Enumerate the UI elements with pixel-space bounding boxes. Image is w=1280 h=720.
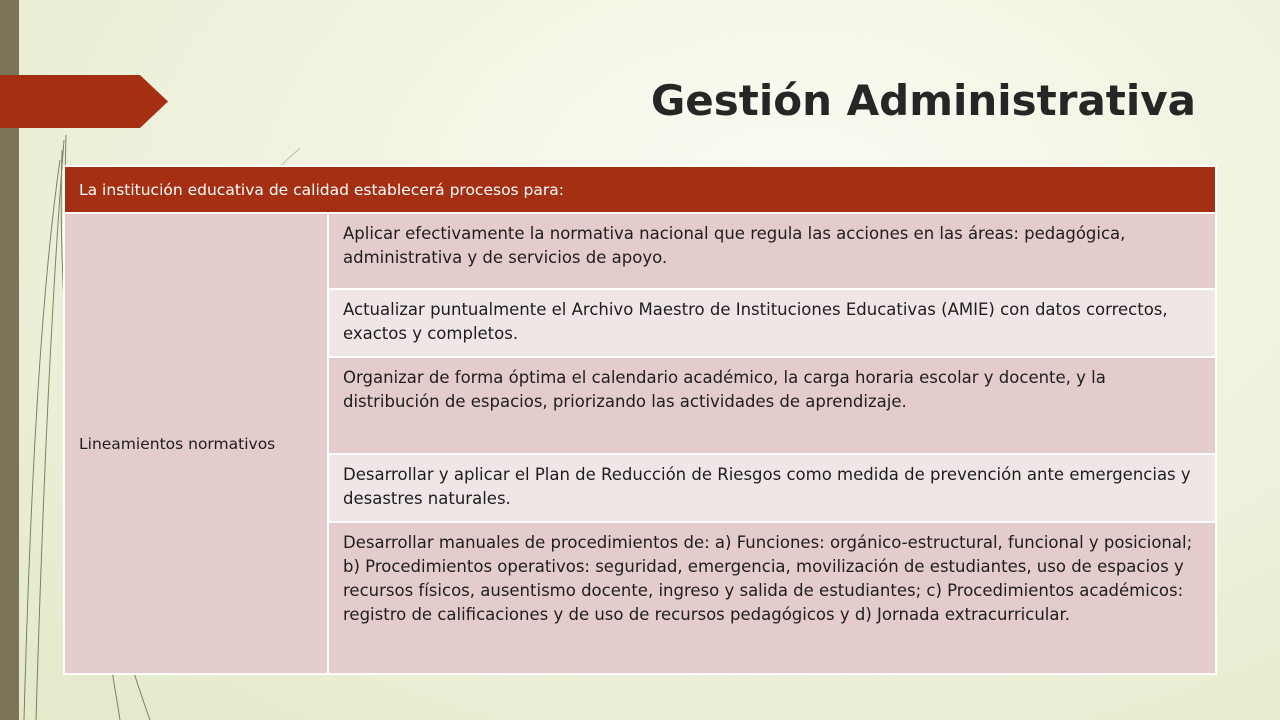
table-cell-item-2: Actualizar puntualmente el Archivo Maestro de Instituciones Educativas (AMIE) con datos correctos, exactos y completos. [328, 289, 1216, 357]
table-header: La institución educativa de calidad establecerá procesos para: [64, 166, 1216, 213]
table-row [64, 213, 1216, 289]
title-accent-arrow [0, 75, 168, 128]
procesos-table [63, 165, 1217, 675]
page-title: Gestión Administrativa [650, 76, 1196, 125]
table-cell-item-3: Organizar de forma óptima el calendario académico, la carga horaria escolar y docente, y la distribución de espacios, priorizando las actividades de aprendizaje. [328, 357, 1216, 454]
table-cell-item-1: Aplicar efectivamente la normativa nacional que regula las acciones en las áreas: pedagógica, administrativa y de servicios de apoyo. [328, 213, 1216, 289]
table-cell-item-4: Desarrollar y aplicar el Plan de Reducción de Riesgos como medida de prevención ante emergencias y desastres naturales. [328, 454, 1216, 522]
table-cell-item-5: Desarrollar manuales de procedimientos de: a) Funciones: orgánico-estructural, funcional y posicional; b) Procedimientos operativos: seguridad, emergencia, movilización de estudiantes, uso de espacios y recursos físicos, ausentismo docente, ingreso y salida de estudiantes; c) Procedimientos académicos: registro de calificaciones y de uso de recursos pedagógicos y d) Jornada extracurricular. [328, 522, 1216, 674]
category-cell: Lineamientos normativos [64, 213, 328, 674]
